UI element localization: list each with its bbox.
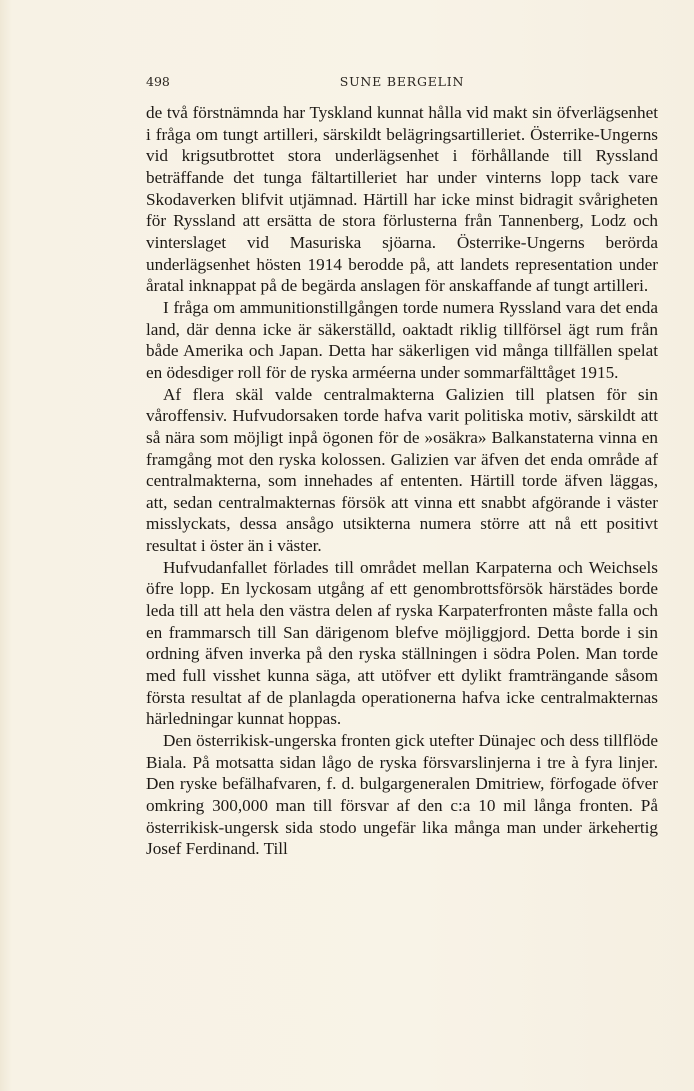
running-head: SUNE BERGELIN (339, 74, 465, 89)
paragraph: de två förstnämnda har Tyskland kunnat hålla vid makt sin öfverlägsenhet i fråga om tungt artilleri, särskildt belägringsartilleriet. Österrike-Ungerns vid krigsutbrottet stora underlägsenhet i förhållande till Ryssland beträffande det tunga fältartilleriet har under vinterns lopp tack vare Skodaverken blifvit utjämnad. Härtill har icke minst bidragit svårigheten för Ryssland att ersätta de stora förlusterna från Tannenberg, Lodz och vinterslaget vid Masuriska sjöarna. Österrike-Ungerns berörda underlägsenhet hösten 1914 berodde på, att landets representation under åratal inknappat på de begärda anslagen för anskaffande af tungt artilleri. (146, 103, 658, 296)
paragraph: Den österrikisk-ungerska fronten gick utefter Dünajec och dess tillflöde Biala. På motsatta sidan lågo de ryska försvarslinjerna i tre à fyra linjer. Den ryske befälhafvaren, f. d. bulgargeneralen Dmitriew, förfogade öfver omkring 300,000 man till försvar af den c:a 10 mil långa fronten. På österrikisk-ungersk sida stodo ungefär lika många man under ärkehertig Josef Ferdinand. Till (146, 731, 658, 859)
paragraph: Hufvudanfallet förlades till området mellan Karpaterna och Weichsels öfre lopp. En lyckosam utgång af ett genombrottsförsök härstädes borde leda till att hela den västra delen af ryska Karpaterfronten måste falla och en frammarsch till San därigenom blefve möjliggjord. Detta borde i sin ordning äfven inverka på den ryska ställningen i södra Polen. Man torde med full visshet kunna säga, att utöfver ett dylikt framträngande såsom första resultat af de planlagda operationerna hafva icke centralmakternas härledningar kunnat hoppas. (146, 557, 658, 729)
paragraph: I fråga om ammunitionstillgången torde numera Ryssland vara det enda land, där denna icke är säkerställd, oaktadt riklig tillförsel ägt rum från både Amerika och Japan. Detta har säkerligen vid många tillfällen spelat en ödesdiger roll för de ryska arméerna under sommarfälttåget 1915. (146, 297, 658, 382)
paragraph: Af flera skäl valde centralmakterna Galizien till platsen för sin våroffensiv. Hufvudorsaken torde hafva varit politiska motiv, särskildt att så nära som möjligt inpå ögonen för de »osäkra» Balkanstaterna vinna en framgång mot den ryska kolossen. Galizien var äfven det enda område af centralmakterna, som innehades af ententen. Härtill torde äfven läggas, att, sedan centralmakternas försök att vinna ett snabbt afgörande i väster misslyckats, dessa ansågo utsikterna numera större att nå ett positivt resultat i öster än i väster. (146, 384, 658, 556)
page-header (146, 74, 658, 94)
page-number: 498 (146, 74, 170, 89)
body-text (146, 102, 658, 860)
